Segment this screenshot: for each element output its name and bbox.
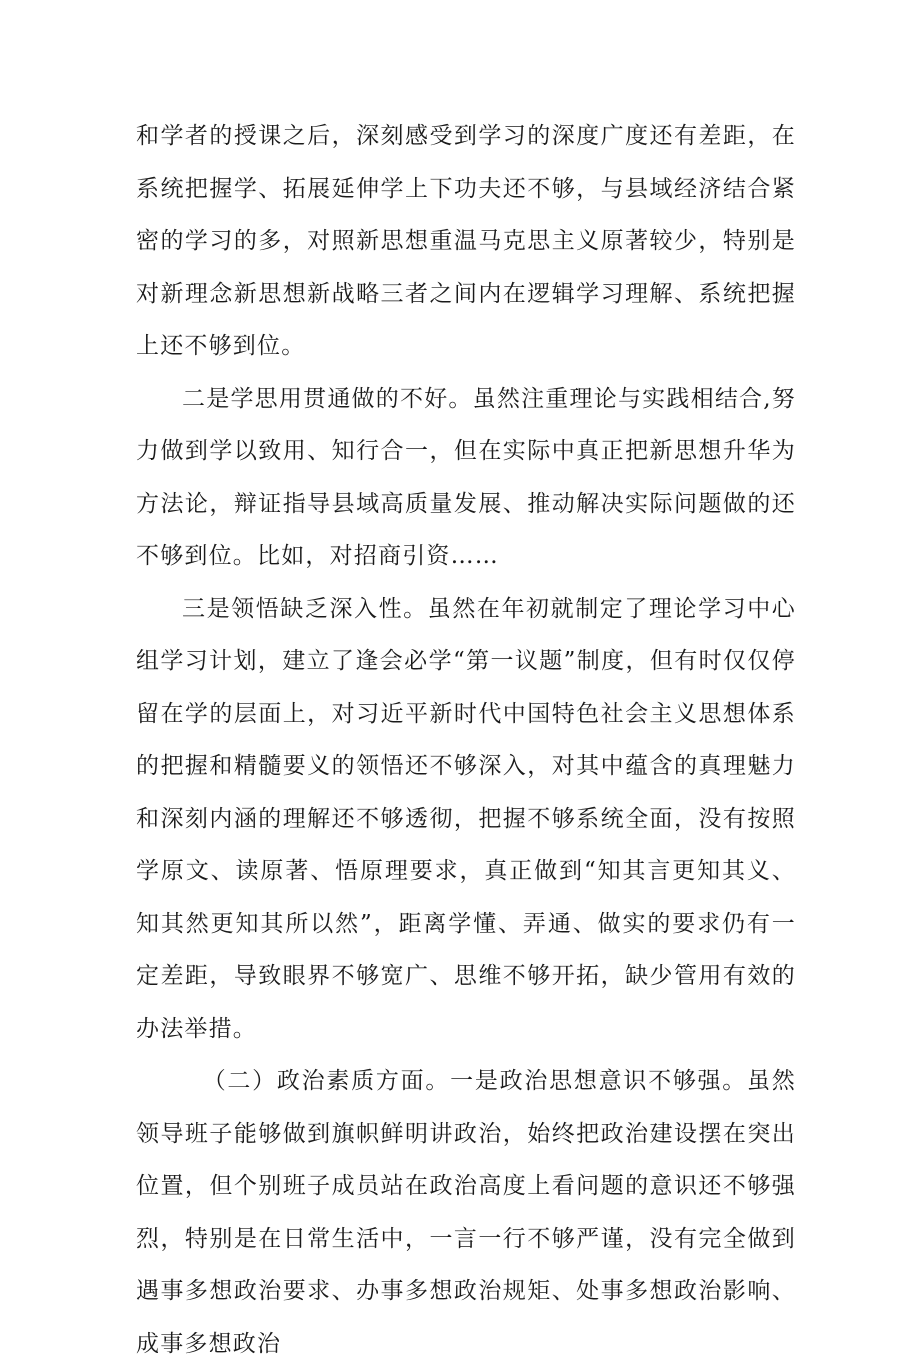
paragraph-point-two: 二是学思用贯通做的不好。虽然注重理论与实践相结合,努力做到学以致用、知行合一，但在实际中真正把新思想升华为方法论，辩证指导县域高质量发展、推动解决实际问题做的还不够到位。比如，对招商引资…… <box>136 385 796 569</box>
paragraph-section-two: （二）政治素质方面。一是政治思想意识不够强。虽然领导班子能够做到旗帜鲜明讲政治，始终把政治建设摆在突出位置，但个别班子成员站在政治高度上看问题的意识还不够强烈，特别是在日常生活中，一言一行不够严谨，没有完全做到遇事多想政治要求、办事多想政治规矩、处事多想政治影响、成事多想政治 <box>136 1068 796 1357</box>
paragraph-continuation: 和学者的授课之后，深刻感受到学习的深度广度还有差距，在系统把握学、拓展延伸学上下功夫还不够，与县域经济结合紧密的学习的多，对照新思想重温马克思主义原著较少，特别是对新理念新思想新战略三者之间内在逻辑学习理解、系统把握上还不够到位。 <box>136 123 796 359</box>
document-body <box>136 110 796 1370</box>
paragraph-point-three: 三是领悟缺乏深入性。虽然在年初就制定了理论学习中心组学习计划，建立了逢会必学“第一议题”制度，但有时仅仅停留在学的层面上，对习近平新时代中国特色社会主义思想体系的把握和精髓要义的领悟还不够深入，对其中蕴含的真理魅力和深刻内涵的理解还不够透彻，把握不够系统全面，没有按照学原文、读原著、悟原理要求，真正做到“知其言更知其义、知其然更知其所以然”，距离学懂、弄通、做实的要求仍有一定差距，导致眼界不够宽广、思维不够开拓，缺少管用有效的办法举措。 <box>136 595 796 1042</box>
